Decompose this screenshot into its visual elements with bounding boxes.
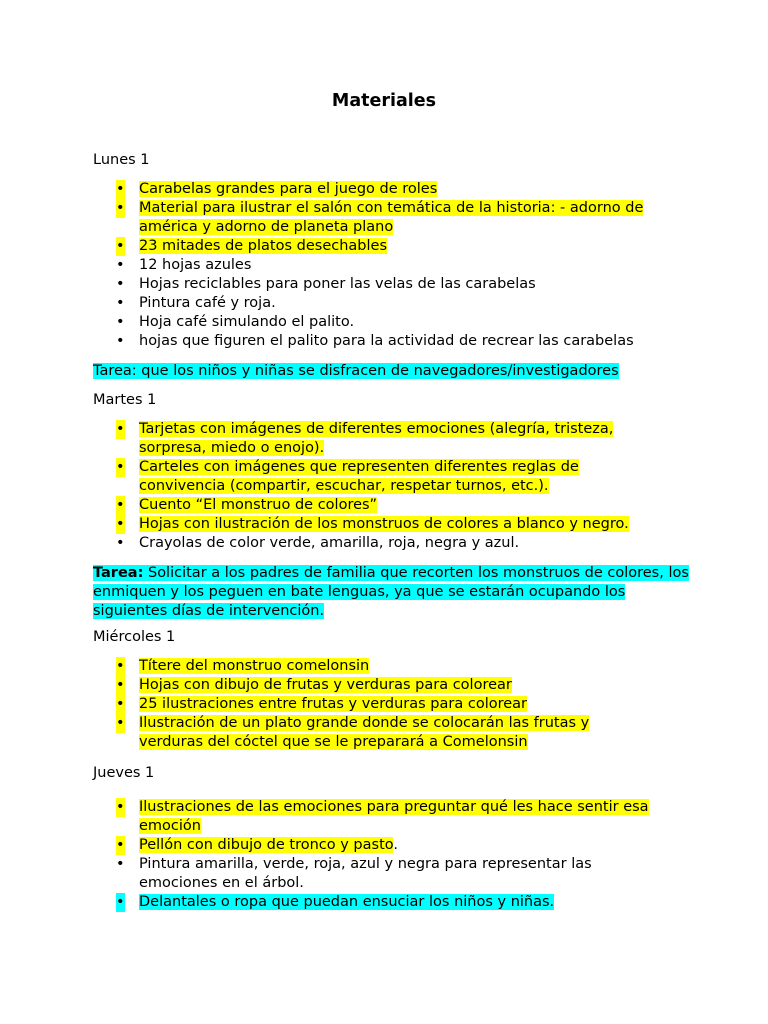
list-item: • hojas que figuren el palito para la actividad de recrear las carabelas bbox=[93, 332, 683, 351]
list-item: • Hojas con ilustración de los monstruos de colores a blanco y negro. bbox=[93, 515, 683, 534]
day-heading-jueves: Jueves 1 bbox=[93, 765, 155, 781]
list-item: • Delantales o ropa que puedan ensuciar los niños y niñas. bbox=[93, 893, 683, 912]
list-item: • 25 ilustraciones entre frutas y verduras para colorear bbox=[93, 695, 683, 714]
list-item: • Pintura amarilla, verde, roja, azul y negra para representar las emociones en el árbol. bbox=[93, 855, 683, 893]
list-item: • Material para ilustrar el salón con temática de la historia: - adorno de américa y adorno de planeta plano bbox=[93, 199, 683, 237]
list-item: • Carabelas grandes para el juego de roles bbox=[93, 180, 683, 199]
list-item: • Hojas con dibujo de frutas y verduras para colorear bbox=[93, 676, 683, 695]
list-item: • Ilustraciones de las emociones para preguntar qué les hace sentir esa emoción bbox=[93, 798, 683, 836]
list-item: • Tarjetas con imágenes de diferentes emociones (alegría, tristeza, sorpresa, miedo o enojo). bbox=[93, 420, 683, 458]
list-item: • 12 hojas azules bbox=[93, 256, 683, 275]
tarea-martes: Tarea: Solicitar a los padres de familia que recorten los monstruos de colores, los enmiquen y los peguen en bate lenguas, ya que se estarán ocupando los siguientes días de intervención. bbox=[93, 565, 689, 619]
list-item: • Pellón con dibujo de tronco y pasto. bbox=[93, 836, 683, 855]
day-heading-martes: Martes 1 bbox=[93, 392, 157, 408]
list-item: • Pintura café y roja. bbox=[93, 294, 683, 313]
materials-list-martes bbox=[93, 420, 683, 553]
materials-list-jueves bbox=[93, 798, 683, 912]
list-item: • Hojas reciclables para poner las velas de las carabelas bbox=[93, 275, 683, 294]
list-item: • Carteles con imágenes que representen diferentes reglas de convivencia (compartir, escuchar, respetar turnos, etc.). bbox=[93, 458, 683, 496]
tarea-label: Tarea: bbox=[93, 565, 144, 581]
list-item: • Ilustración de un plato grande donde se colocarán las frutas y verduras del cóctel que se le preparará a Comelonsin bbox=[93, 714, 683, 752]
list-item: • Títere del monstruo comelonsin bbox=[93, 657, 683, 676]
materials-list-miercoles bbox=[93, 657, 683, 752]
list-item: • Cuento “El monstruo de colores” bbox=[93, 496, 683, 515]
list-item: • Hoja café simulando el palito. bbox=[93, 313, 683, 332]
day-heading-lunes: Lunes 1 bbox=[93, 152, 150, 168]
materials-list-lunes bbox=[93, 180, 683, 351]
day-heading-miercoles: Miércoles 1 bbox=[93, 629, 176, 645]
page-title: Materiales bbox=[331, 91, 437, 111]
list-item: • 23 mitades de platos desechables bbox=[93, 237, 683, 256]
tarea-lunes: Tarea: que los niños y niñas se disfracen de navegadores/investigadores bbox=[93, 363, 619, 379]
list-item: • Crayolas de color verde, amarilla, roja, negra y azul. bbox=[93, 534, 683, 553]
